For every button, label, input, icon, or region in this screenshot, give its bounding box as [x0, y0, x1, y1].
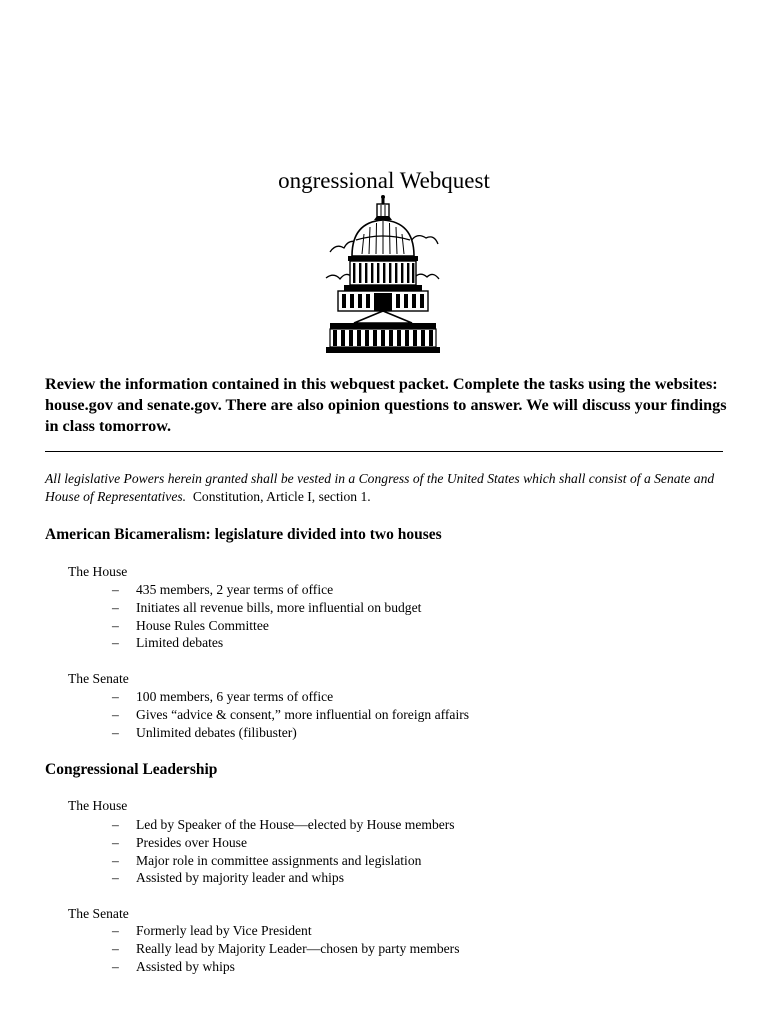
list-item-text: Assisted by whips	[136, 958, 235, 974]
subheading-the-senate: The Senate	[68, 671, 129, 686]
list-item-text: Initiates all revenue bills, more influential on budget	[136, 599, 422, 615]
list-item-text: Presides over House	[136, 834, 247, 850]
dash-marker: –	[112, 834, 119, 850]
bullet-list	[112, 688, 469, 741]
bullet-list	[112, 922, 460, 975]
document-title: ongressional Webquest	[278, 168, 490, 193]
list-item	[112, 816, 455, 834]
list-item-text: Limited debates	[136, 635, 224, 651]
dash-marker: –	[112, 940, 119, 956]
dash-marker: –	[112, 724, 119, 740]
list-item	[112, 834, 455, 852]
horizontal-divider	[45, 451, 723, 452]
subheading-the-senate: The Senate	[68, 906, 129, 921]
dash-marker: –	[112, 599, 119, 615]
dash-marker: –	[112, 689, 119, 704]
list-item	[112, 617, 421, 635]
subheading-the-house: The House	[68, 564, 128, 579]
list-item-text: Formerly lead by Vice President	[136, 923, 312, 938]
list-item	[112, 869, 455, 887]
list-item-text: House Rules Committee	[136, 617, 269, 633]
dash-marker: –	[112, 923, 119, 938]
list-item-text: Really lead by Majority Leader—chosen by party members	[136, 940, 460, 956]
dash-marker: –	[112, 870, 119, 886]
list-item	[112, 581, 421, 599]
quote-text: All legislative Powers herein granted shall be vested in a Congress of the United States which shall consist of a Senate and House of Representatives.	[45, 471, 715, 504]
constitution-quote	[45, 470, 735, 506]
list-item	[112, 940, 460, 958]
section-heading: American Bicameralism: legislature divided into two houses	[45, 526, 442, 543]
dash-marker: –	[112, 617, 119, 633]
list-item-text: 100 members, 6 year terms of office	[136, 689, 334, 704]
list-item	[112, 958, 460, 976]
list-item	[112, 688, 469, 706]
subheading-the-house: The House	[68, 798, 128, 813]
list-item-text: 435 members, 2 year terms of office	[136, 582, 334, 597]
dash-marker: –	[112, 582, 119, 597]
intro-instructions: Review the information contained in this webquest packet. Complete the tasks using the websites: house.gov and senate.gov. There are also opinion questions to answer. We will discuss your findings in class tomorrow.	[45, 375, 727, 435]
dash-marker: –	[112, 706, 119, 722]
dash-marker: –	[112, 852, 119, 868]
list-item-text: Assisted by majority leader and whips	[136, 870, 345, 886]
bullet-list	[112, 816, 455, 887]
dash-marker: –	[112, 958, 119, 974]
list-item	[112, 599, 421, 617]
list-item	[112, 852, 455, 870]
capitol-building-icon	[324, 194, 442, 356]
quote-citation: Constitution, Article I, section 1.	[192, 489, 371, 504]
list-item-text: Led by Speaker of the House—elected by House members	[136, 817, 455, 832]
list-item	[112, 634, 421, 652]
list-item-text: Gives “advice & consent,” more influential on foreign affairs	[136, 706, 470, 722]
section-heading: Congressional Leadership	[45, 761, 218, 778]
list-item	[112, 724, 469, 742]
list-item	[112, 706, 469, 724]
dash-marker: –	[112, 635, 119, 651]
list-item	[112, 922, 460, 940]
list-item-text: Unlimited debates (filibuster)	[136, 724, 297, 740]
dash-marker: –	[112, 817, 119, 832]
list-item-text: Major role in committee assignments and legislation	[136, 852, 422, 868]
bullet-list	[112, 581, 421, 652]
